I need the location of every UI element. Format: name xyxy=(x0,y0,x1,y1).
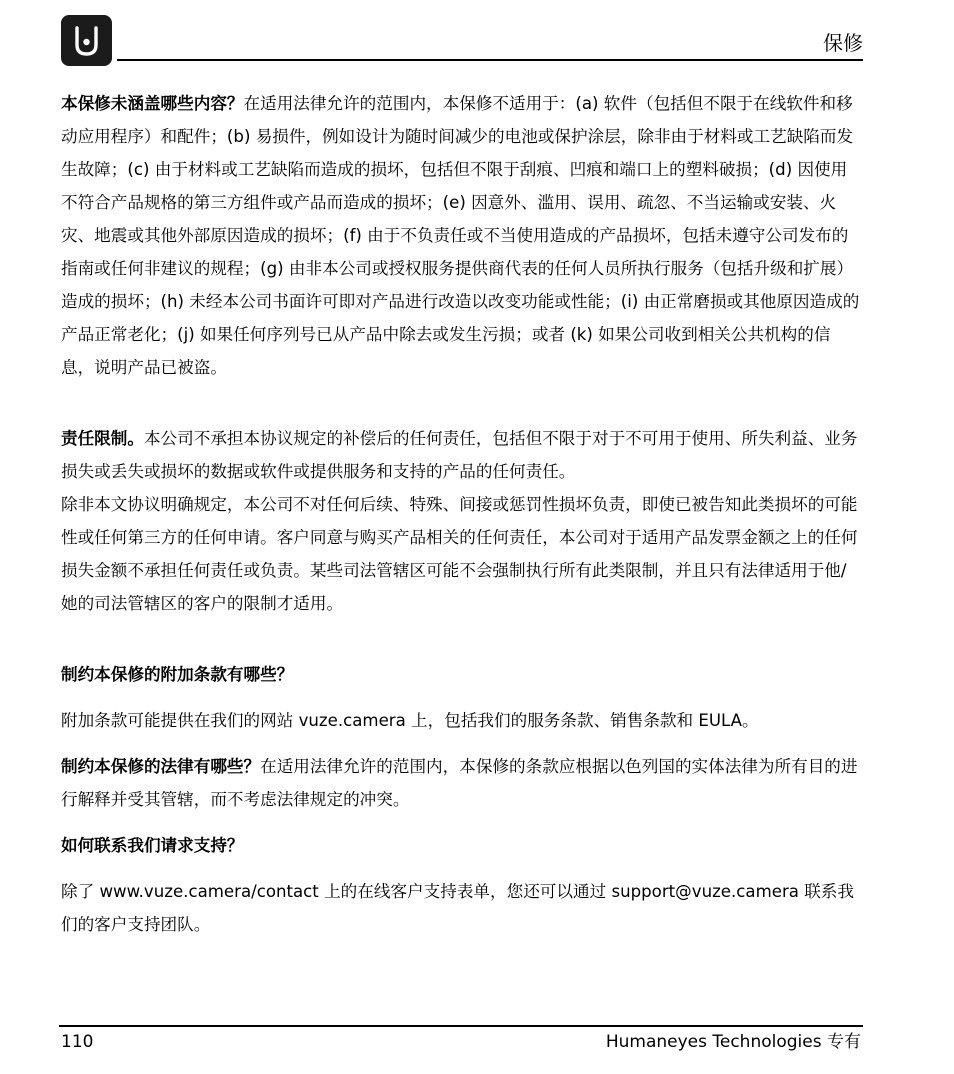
page-number: 110 xyxy=(61,1032,94,1052)
vuze-logo xyxy=(61,15,112,66)
governing-law-heading: 制约本保修的法律有哪些？ xyxy=(61,757,261,776)
header-divider xyxy=(117,59,863,61)
document-body xyxy=(61,87,861,941)
additional-terms-heading: 制约本保修的附加条款有哪些？ xyxy=(61,665,294,684)
governing-law-text: 在适用法律允许的范围内，本保修的条款应根据以色列国的实体法律为所有目的进行解释并受其管辖，而不考虑法律规定的冲突。 xyxy=(61,757,858,809)
governing-law-paragraph xyxy=(61,750,861,816)
additional-terms-text: 附加条款可能提供在我们的网站 vuze.camera 上，包括我们的服务条款、销售条款和 EULA。 xyxy=(61,711,759,730)
not-covered-heading: 本保修未涵盖哪些内容？ xyxy=(61,94,244,113)
company-name: Humaneyes Technologies xyxy=(605,1032,822,1052)
liability-paragraph xyxy=(61,422,861,488)
liability-text-1: 本公司不承担本协议规定的补偿后的任何责任，包括但不限于对于不可用于使用、所失利益、业务损失或丢失或损坏的数据或软件或提供服务和支持的产品的任何责任。 xyxy=(61,429,858,481)
not-covered-paragraph xyxy=(61,87,861,384)
footer-company xyxy=(606,1030,861,1054)
vuze-logo-icon xyxy=(61,15,112,66)
page-title: 保修 xyxy=(823,31,863,55)
contact-heading: 如何联系我们请求支持？ xyxy=(61,836,244,855)
liability-paragraph-2: 除非本文协议明确规定，本公司不对任何后续、特殊、间接或惩罚性损坏负责，即使已被告知此类损坏的可能性或任何第三方的任何申请。客户同意与购买产品相关的任何责任，本公司对于适用产品发票金额之上的任何损失金额不承担任何责任或负责。某些司法管辖区可能不会强制执行所有此类限制，并且只有法律适用于他/她的司法管辖区的客户的限制才适用。 xyxy=(61,495,858,613)
footer-divider xyxy=(59,1025,863,1027)
not-covered-text: 在适用法律允许的范围内，本保修不适用于：(a) 软件（包括但不限于在线软件和移动应用程序）和配件；(b) 易损件，例如设计为随时间减少的电池或保护涂层，除非由于材料或工艺缺陷而发生故障；(c) 由于材料或工艺缺陷而造成的损坏，包括但不限于刮痕、凹痕和端口上的塑料破损；(d) 因使用不符合产品规格的第三方组件或产品而造成的损坏；(e) 因意外、滥用、误用、疏忽、不当运输或安装、火灾、地震或其他外部原因造成的损坏；(f) 由于不负责任或不当使用造成的产品损坏，包括未遵守公司发布的指南或任何非建议的规程；(g) 由非本公司或授权服务提供商代表的任何人员所执行服务（包括升级和扩展）造成的损坏；(h) 未经本公司书面许可即对产品进行改造以改变功能或性能；(i) 由正常磨损或其他原因造成的产品正常老化；(j) 如果任何序列号已从产品中除去或发生污损；或者 (k) 如果公司收到相关公共机构的信息，说明产品已被盗。 xyxy=(61,94,860,377)
contact-text: 除了 www.vuze.camera/contact 上的在线客户支持表单，您还可以通过 support@vuze.camera 联系我们的客户支持团队。 xyxy=(61,882,854,934)
liability-heading: 责任限制。 xyxy=(61,429,144,448)
proprietary-label: 专有 xyxy=(827,1032,861,1052)
